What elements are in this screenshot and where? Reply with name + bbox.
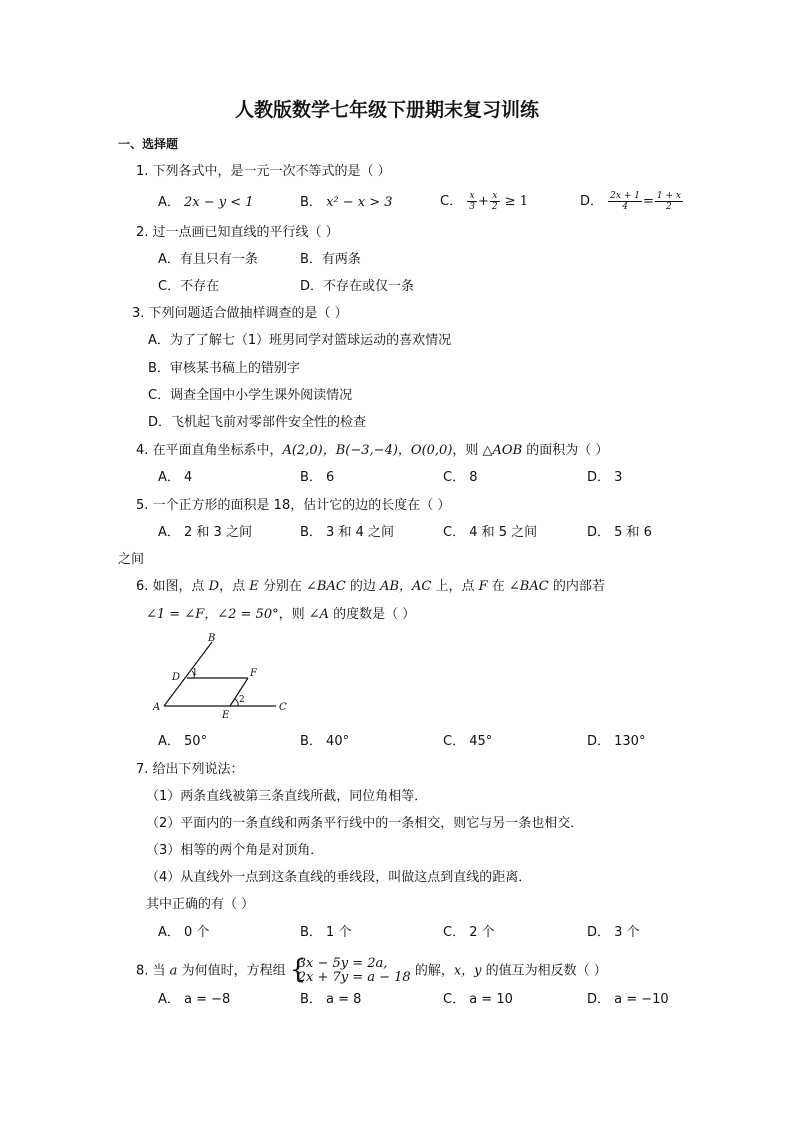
q4-option-c: C． 8	[443, 470, 478, 485]
q6-figure	[150, 630, 295, 722]
q8-equation-system: { 3x − 5y = 2a, 2x + 7y = a − 18	[289, 955, 411, 985]
label-e: E	[222, 710, 230, 721]
page-title: 人教版数学七年级下册期末复习训练	[235, 99, 540, 121]
q2-option-a: A．有且只有一条	[158, 252, 258, 267]
q7-statement-3: （3）相等的两个角是对顶角．	[146, 843, 324, 858]
q5-option-d: D． 5 和 6	[587, 525, 652, 540]
q5-option-d-wrap: 之间	[118, 552, 145, 567]
q7-stem: 7. 给出下列说法：	[136, 762, 244, 777]
q8-option-b: B． a = 8	[300, 992, 362, 1007]
q6-option-a: A． 50°	[158, 734, 208, 749]
q7-option-a: A． 0 个	[158, 925, 210, 940]
q8-option-a: A． a = −8	[158, 992, 231, 1007]
q5-stem: 5. 一个正方形的面积是 18，估计它的边的长度在（ ）	[136, 498, 451, 513]
q1-option-b: B． x² − x > 3	[300, 195, 393, 210]
section-heading: 一、选择题	[118, 137, 179, 151]
label-2: 2	[239, 695, 245, 705]
label-a: A	[153, 702, 161, 713]
q4-stem: 4. 在平面直角坐标系中，A(2,0)，B(−3,−4)，O(0,0)，则 △AOB 的面积为（ ）	[136, 443, 609, 458]
q4-option-b: B． 6	[300, 470, 335, 485]
q8-option-c: C． a = 10	[443, 992, 513, 1007]
q1-option-c: C． $\frac{x}{3}$ + $\frac{x}{2}$ ≥ 1	[440, 191, 529, 212]
q8-stem: 8. 当 a 为何值时，方程组 { 3x − 5y = 2a, 2x + 7y = a − 18 的解，x，y 的值互为相反数（ ）	[136, 955, 607, 985]
q3-option-c: C．调查全国中小学生课外阅读情况	[148, 388, 353, 403]
q7-statement-1: （1）两条直线被第三条直线所截，同位角相等．	[146, 789, 428, 804]
q2-option-d: D．不存在或仅一条	[300, 279, 415, 294]
q4-option-a: A． 4	[158, 470, 193, 485]
label-d: D	[172, 672, 181, 683]
q4-option-d: D． 3	[587, 470, 623, 485]
q1-stem: 1. 下列各式中，是一元一次不等式的是（ ）	[136, 164, 391, 179]
q7-question: 其中正确的有（ ）	[146, 897, 255, 912]
q3-option-a: A．为了了解七（1）班男同学对篮球运动的喜欢情况	[148, 333, 452, 348]
q8-option-d: D． a = −10	[587, 992, 669, 1007]
q5-option-c: C． 4 和 5 之间	[443, 525, 538, 540]
q7-option-c: C． 2 个	[443, 925, 495, 940]
label-f: F	[250, 668, 257, 679]
q6-stem-line1: 6. 如图，点 D，点 E 分别在 ∠BAC 的边 AB，AC 上，点 F 在 ∠BAC 的内部若	[136, 579, 605, 594]
q2-option-b: B．有两条	[300, 252, 361, 267]
q7-option-b: B． 1 个	[300, 925, 352, 940]
q5-option-b: B． 3 和 4 之间	[300, 525, 394, 540]
q1-option-a: A． 2x − y < 1	[158, 195, 254, 210]
q3-stem: 3. 下列问题适合做抽样调查的是（ ）	[132, 306, 348, 321]
q6-stem-line2: ∠1 = ∠F，∠2 = 50°，则 ∠A 的度数是（ ）	[146, 607, 416, 622]
q7-option-d: D． 3 个	[587, 925, 640, 940]
q6-option-b: B． 40°	[300, 734, 350, 749]
q6-option-c: C． 45°	[443, 734, 493, 749]
label-1: 1	[192, 668, 198, 678]
q2-stem: 2. 过一点画已知直线的平行线（ ）	[136, 225, 339, 240]
q7-statement-4: （4）从直线外一点到这条直线的垂线段，叫做这点到直线的距离．	[146, 870, 532, 885]
label-b: B	[208, 633, 216, 644]
q7-statement-2: （2）平面内的一条直线和两条平行线中的一条相交，则它与另一条也相交．	[146, 816, 584, 831]
q3-option-b: B．审核某书稿上的错别字	[148, 361, 300, 376]
q6-option-d: D． 130°	[587, 734, 646, 749]
label-c: C	[279, 702, 287, 713]
q3-option-d: D．飞机起飞前对零部件安全性的检查	[148, 415, 367, 430]
angle-2-arc	[235, 699, 238, 706]
q1-option-d: D． $\frac{2x + 1}{4}$ = $\frac{1 + x}{2}$	[580, 191, 681, 212]
q5-option-a: A． 2 和 3 之间	[158, 525, 252, 540]
q2-option-c: C．不存在	[158, 279, 220, 294]
